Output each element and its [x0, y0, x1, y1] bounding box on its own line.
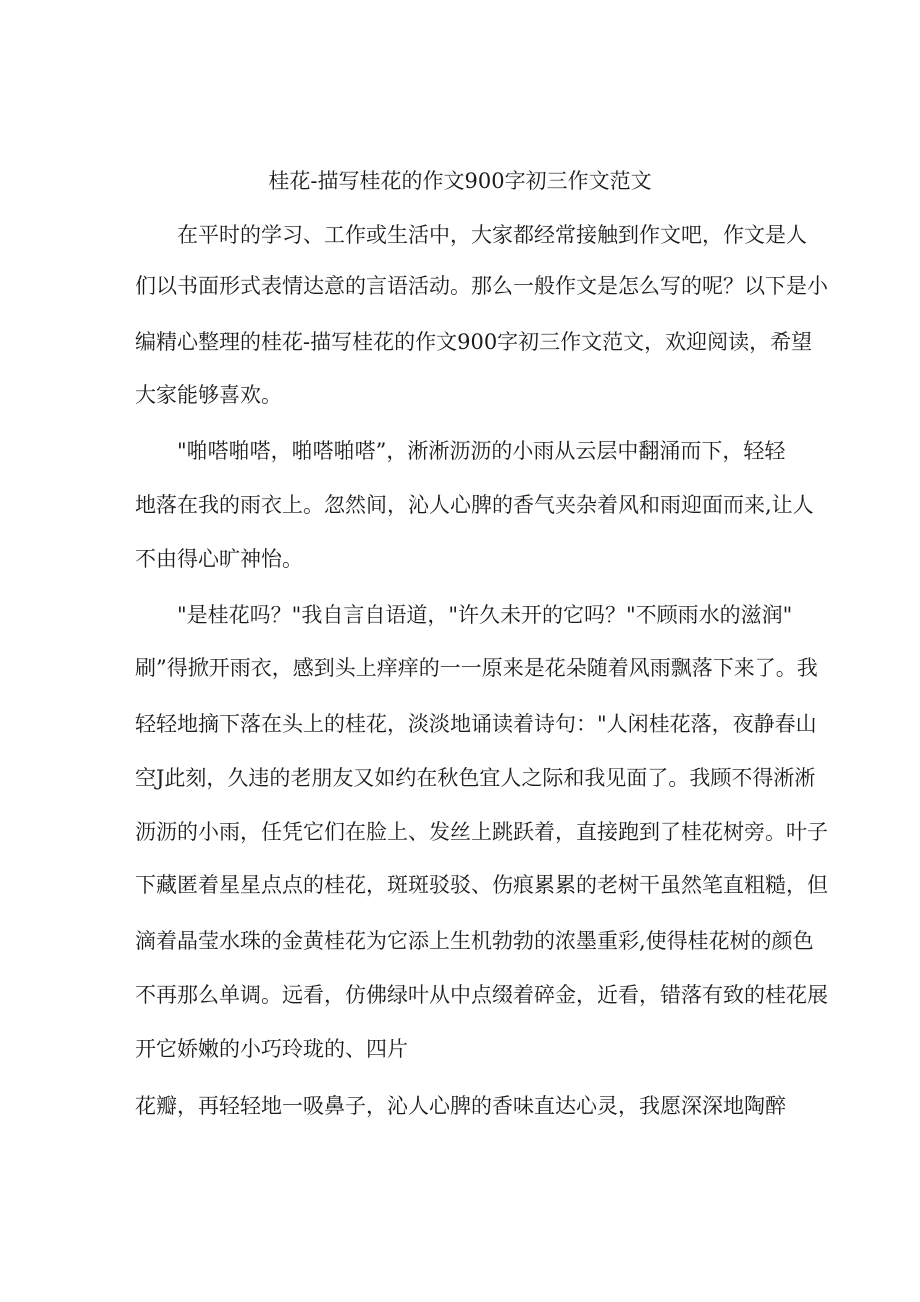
paragraph-3-line-5: 沥沥的小雨，任凭它们在脸上、发丝上跳跃着，直接跑到了桂花树旁。叶子 — [135, 820, 828, 844]
paragraph-1-line-4: 大家能够喜欢。 — [135, 383, 282, 407]
paragraph-2-line-1: "啪嗒啪嗒，啪嗒啪嗒”，淅淅沥沥的小雨从云层中翻涌而下，轻轻 — [177, 439, 786, 463]
paragraph-1-line-3: 编精心整理的桂花-描写桂花的作文900字初三作文范文，欢迎阅读，希望 — [135, 330, 813, 354]
paragraph-3-line-4: 空J此刻，久违的老朋友又如约在秋色宜人之际和我见面了。我顾不得淅淅 — [135, 766, 816, 790]
paragraph-2-line-2: 地落在我的雨衣上。忽然间，沁人心脾的香气夹杂着风和雨迎面而来,让人 — [135, 493, 814, 517]
paragraph-1-line-1: 在平时的学习、工作或生活中，大家都经常接触到作文吧，作文是人 — [177, 223, 807, 247]
paragraph-3-line-2: 刷”得掀开雨衣，感到头上痒痒的一一原来是花朵随着风雨飘落下来了。我 — [135, 656, 818, 680]
paragraph-3-line-9: 开它娇嫩的小巧玲珑的、四片 — [135, 1037, 408, 1061]
document-title: 桂花-描写桂花的作文900字初三作文范文 — [268, 169, 652, 193]
paragraph-3-line-7: 滴着晶莹水珠的金黄桂花为它添上生机勃勃的浓墨重彩,使得桂花树的颜色 — [135, 929, 814, 953]
paragraph-1-line-2: 们以书面形式表情达意的言语活动。那么一般作文是怎么写的呢？以下是小 — [135, 274, 828, 298]
paragraph-3-line-8: 不再那么单调。远看，仿佛绿叶从中点缀着碎金，近看，错落有致的桂花展 — [135, 983, 828, 1007]
paragraph-4-line-1: 花瓣，再轻轻地一吸鼻子，沁人心脾的香味直达心灵，我愿深深地陶醉 — [135, 1094, 786, 1118]
paragraph-2-line-3: 不由得心旷神怡。 — [135, 547, 303, 571]
paragraph-3-line-6: 下藏匿着星星点点的桂花，斑斑驳驳、伤痕累累的老树干虽然笔直粗糙，但 — [135, 873, 828, 897]
paragraph-3-line-3: 轻轻地摘下落在头上的桂花，淡淡地诵读着诗句："人闲桂花落，夜静春山 — [135, 712, 817, 736]
paragraph-3-line-1: "是桂花吗？"我自言自语道，"许久未开的它吗？"不顾雨水的滋润" — [177, 603, 793, 627]
